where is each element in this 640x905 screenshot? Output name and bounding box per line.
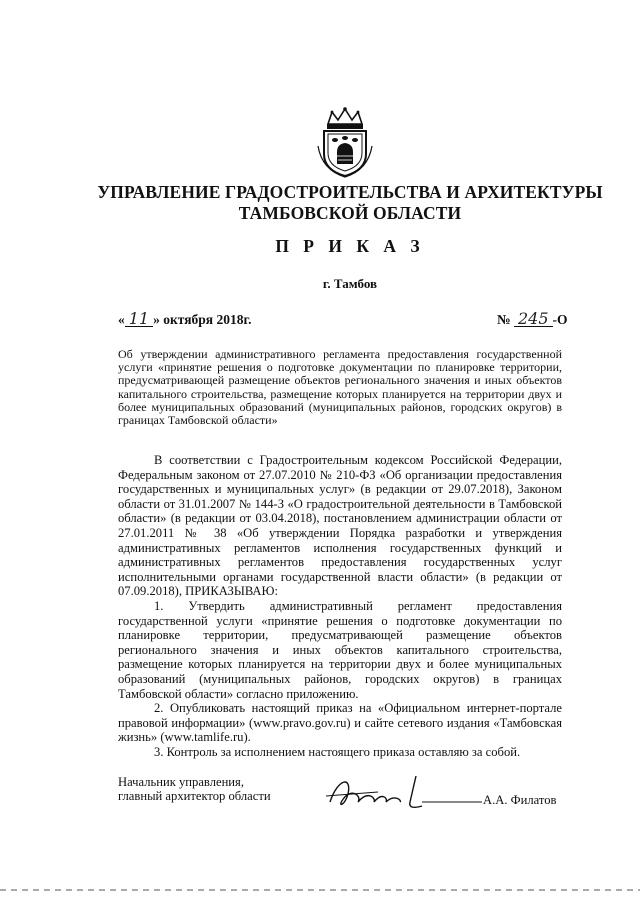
scan-edge-divider [0, 889, 640, 891]
signer-title-line-1: Начальник управления, [118, 775, 244, 789]
organization-name-line-2: ТАМБОВСКОЙ ОБЛАСТИ [238, 203, 462, 223]
order-item-1: 1. Утвердить административный регламент предоставления государственной услуги «принятие решения о подготовке документации по планировке территории, предусматривающей размещение объектов регионального значения и иных объектов капитального строительства, размещение которых планируется на территории двух и более муниципальных образований (муниципальных районов, городских округов) в границах Тамбовской области» согласно приложению. [118, 598, 562, 701]
document-date [118, 309, 252, 328]
document-subject: Об утверждении административного регламента предоставления государственной услуги «принятие решения о подготовке документации по планировке территории, предусматривающей размещение объектов регионального значения и иных объектов капитального строительства, размещение которых планируется на территории двух и более муниципальных образований (муниципальных районов, городских округов) в границах Тамбовской области» [118, 347, 562, 428]
number-suffix: -О [552, 312, 568, 327]
document-city: г. Тамбов [322, 276, 378, 291]
organization-name-line-1: УПРАВЛЕНИЕ ГРАДОСТРОИТЕЛЬСТВА И АРХИТЕКТУРЫ [97, 182, 603, 202]
number-value-handwritten: 245 [514, 312, 553, 327]
signer-name: А.А. Филатов [483, 793, 557, 807]
document-body [118, 453, 562, 759]
date-month-year: » октября 2018г. [153, 312, 252, 327]
document-number [497, 309, 568, 328]
signer-title [118, 775, 271, 803]
order-item-2: 2. Опубликовать настоящий приказ на «Официальном интернет-портале правовой информации» (www.pravo.gov.ru) и сайте сетевого издания «Тамбовская жизнь» (www.tamlife.ru). [118, 701, 562, 745]
order-item-3: 3. Контроль за исполнением настоящего приказа оставляю за собой. [154, 744, 521, 759]
handwritten-signature-icon [318, 772, 488, 818]
preamble-paragraph: В соответствии с Градостроительным кодексом Российской Федерации, Федеральным законом от 27.07.2010 № 210-ФЗ «Об организации предоставления государственных и муниципальных услуг» (в редакции от 29.07.2018), Законом области от 31.01.2007 № 144-З «О градостроительной деятельности в Тамбовской области» (в редакции от 03.04.2018), постановлением администрации области от 27.01.2011 № 38 «Об утверждении Порядка разработки и утверждения административных регламентов исполнения государственных функций и административных регламентов предоставления государственных услуг исполнительными органами государственной власти области» (в редакции от 07.09.2018), ПРИКАЗЫВАЮ: [118, 453, 562, 599]
date-open-quote: « [118, 312, 125, 327]
date-day-handwritten: 11 [125, 312, 153, 327]
organization-name [80, 182, 620, 224]
number-prefix: № [497, 312, 511, 327]
document-type: П Р И К А З [275, 236, 425, 256]
tambov-coat-of-arms-icon [314, 106, 376, 178]
signer-title-line-2: главный архитектор области [118, 789, 271, 803]
